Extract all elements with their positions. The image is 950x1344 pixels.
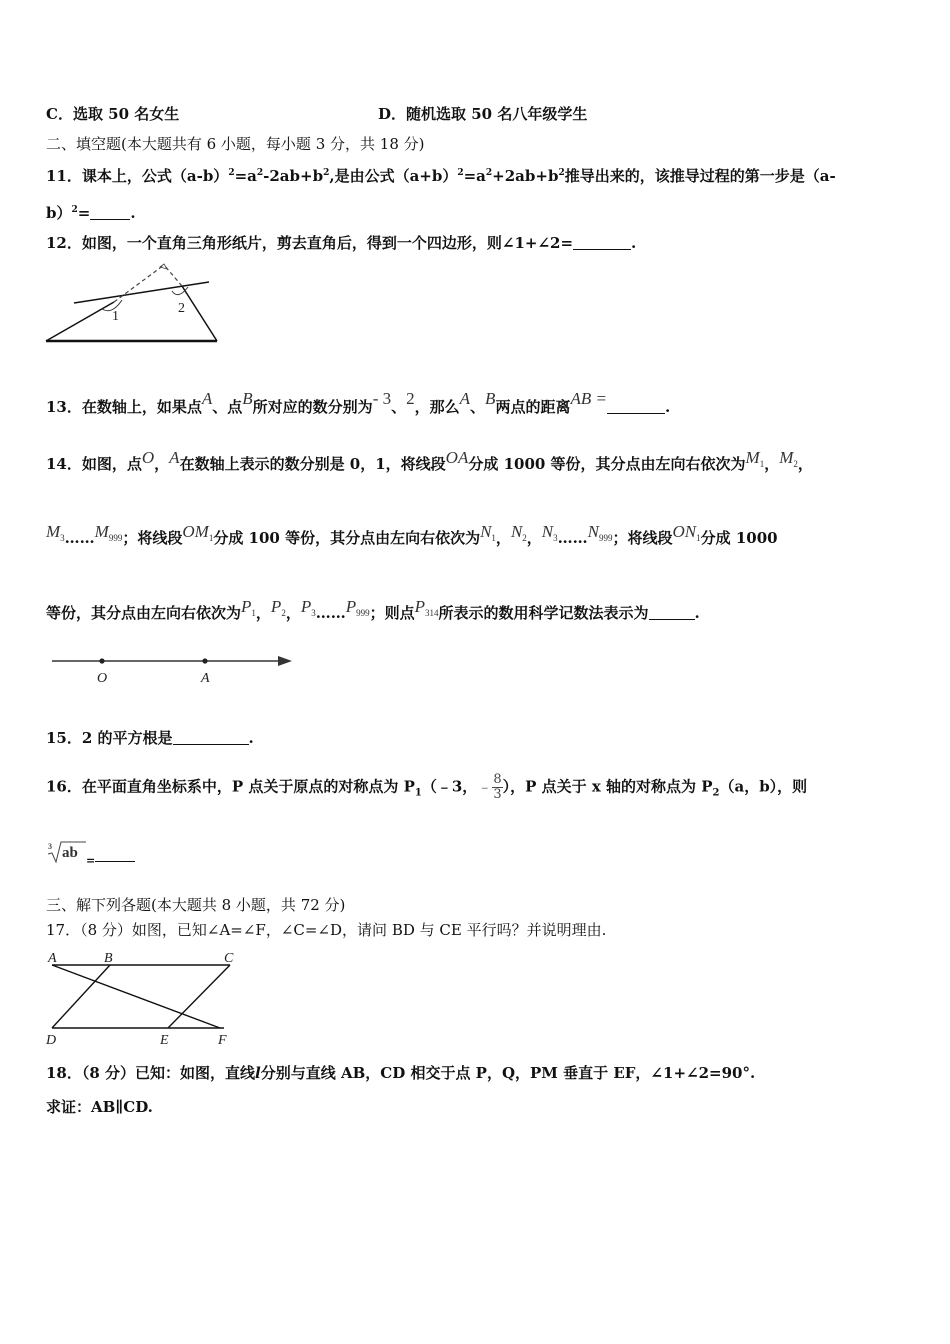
question-11-line1: 11．课本上，公式$(a-b)^2=a^2-2ab+b^2$,是由公式$(a+b)^2=a^2+2ab+b^2$推导出来的，该推导过程的第一步是（a-: [46, 167, 836, 185]
question-16-root: 3 ab $_=$: [46, 840, 135, 871]
fraction-8-3: $\frac{8}{3}$: [493, 772, 502, 802]
point-a-label: A: [201, 671, 210, 686]
question-14-line1: 14．如图，点O，A在数轴上表示的数分别是 0，1，将线段OA分成 1000 等份，其分点由左向右依次为$M_1$，$M_2$，: [46, 448, 813, 473]
option-d: D．随机选取 50 名八年级学生: [378, 105, 588, 123]
section-title-solve: 三、解下列各题(本大题共 8 小题，共 72 分): [46, 896, 346, 914]
triangle-cut-figure: [44, 260, 224, 345]
svg-text:ab: ab: [62, 845, 78, 861]
cube-root-symbol: [46, 840, 86, 864]
question-12: 12．如图，一个直角三角形纸片，剪去直角后，得到一个四边形，则∠1+∠2= .: [46, 234, 637, 252]
label-e: E: [160, 1033, 169, 1048]
answer-blank-13[interactable]: [607, 399, 665, 414]
question-18: 18．（8 分）已知：如图，直线l分别与直线 AB，CD 相交于点 P，Q，PM 垂直于 EF，∠1+∠2=90°.: [46, 1064, 756, 1082]
question-13: 13．在数轴上，如果点A、点B所对应的数分别为- 3、2，那么A、B两点的距离AB = .: [46, 389, 671, 416]
question-18-proof: 求证：AB∥CD.: [46, 1098, 153, 1116]
angle-2-label: 2: [178, 301, 185, 316]
answer-blank-16[interactable]: [95, 847, 135, 862]
answer-blank-15[interactable]: [173, 730, 249, 745]
angle-1-label: 1: [112, 309, 119, 324]
answer-blank-14[interactable]: [649, 605, 695, 620]
answer-blank-12[interactable]: [573, 235, 631, 250]
question-15: 15．2 的平方根是 .: [46, 729, 254, 747]
question-14-line2: $M_3\dots\dots M_{999}$；将线段$OM_1$分成 100 等份，其分点由左向右依次为$N_1$，$N_2$，$N_3\dots\dots N_{999}$；将线段$ON_1$分成 1000: [46, 522, 778, 547]
label-a: A: [48, 951, 57, 966]
svg-text:3: 3: [48, 842, 52, 851]
section-title-fill-blank: 二、填空题(本大题共有 6 小题，每小题 3 分，共 18 分): [46, 135, 425, 153]
question-14-line3: 等份，其分点由左向右依次为$P_1$，$P_2$，$P_3\dots\dots P_{999}$；则点$P_{314}$所表示的数用科学记数法表示为 .: [46, 597, 700, 622]
label-d: D: [46, 1033, 57, 1048]
point-o-label: O: [97, 671, 108, 686]
option-c: C．选取 50 名女生: [46, 105, 180, 123]
answer-blank-11[interactable]: [90, 205, 130, 220]
question-11-line2: b）$^2$= .: [46, 204, 136, 222]
question-16: 16．在平面直角坐标系中，P 点关于原点的对称点为 $P_1(﹣3$，﹣ $\frac{8}{3}$ ），P 点关于 x 轴的对称点为 $P_2(a$，b），则: [46, 772, 808, 802]
label-b: B: [104, 951, 113, 966]
label-f: F: [218, 1033, 227, 1048]
parallel-lines-figure: [44, 948, 244, 1048]
question-17: 17．（8 分）如图，已知∠A=∠F，∠C=∠D，请问 BD 与 CE 平行吗？并说明理由.: [46, 921, 607, 939]
number-line-figure: [48, 650, 298, 688]
label-c: C: [224, 951, 234, 966]
